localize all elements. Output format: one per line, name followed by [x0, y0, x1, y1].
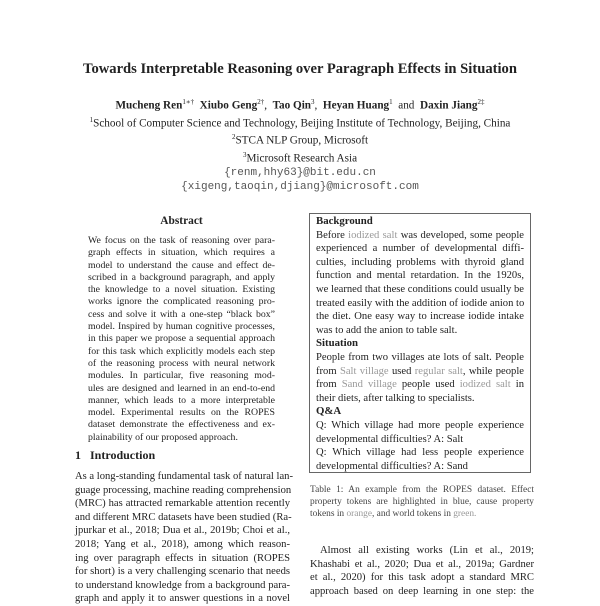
text-segment: , and world tokens in	[371, 509, 454, 520]
text-line	[316, 297, 524, 311]
author-sup: 2‡	[477, 98, 485, 106]
section-number: 1	[75, 448, 81, 462]
highlighted-token: iodized salt	[348, 229, 398, 241]
paper-title: Towards Interpretable Reasoning over Paragraph Effects in Situation	[83, 61, 517, 77]
text-line: model. Experimental results on the ROPES	[88, 407, 275, 419]
affiliation-sup: 3	[242, 151, 247, 160]
intro-body	[75, 470, 293, 606]
text-line: developmental difficulties? A: Salt	[316, 433, 464, 445]
author-sup: 3	[311, 98, 315, 106]
text-segment: people used	[396, 379, 460, 391]
text-line: model. Inspired by human cognitive processes,	[88, 321, 275, 333]
text-line	[316, 229, 524, 243]
author-name: Mucheng Ren	[115, 99, 183, 112]
affiliation	[0, 148, 600, 166]
text-line	[316, 351, 524, 365]
text-line	[310, 508, 534, 520]
text-segment: was to add the anion to table salt.	[316, 324, 458, 336]
affiliation	[0, 130, 600, 148]
text-line	[316, 310, 524, 324]
author-list: Mucheng Ren$^{1∗\dagger}$ Xiubo Geng$^{2\dagger}$, Tao Qin$^3$, Heyan Huang$^1$ and Daxin Jiang$^{2\ddagger}$	[115, 98, 485, 112]
text-line: graph effects in situation, which requires a	[88, 247, 275, 259]
text-line: model to understand the cause and effect de-	[88, 259, 275, 271]
text-line: developmental difficulties? A: Sand	[316, 460, 468, 472]
text-line: Almost all existing works (Lin et al., 2019;	[320, 545, 534, 556]
text-line: guage processing, machine reading comprehension	[75, 484, 292, 496]
situation-text	[316, 351, 524, 405]
affiliation-text: Microsoft Research Asia	[246, 152, 358, 165]
text-line: Q: Which village had more people experience	[316, 419, 524, 431]
text-line: to understand knowledge from a background para-	[75, 579, 290, 591]
text-segment: from	[316, 379, 342, 391]
abstract-body	[88, 235, 275, 444]
email: {renm,hhy63}@bit.edu.cn	[224, 166, 376, 179]
affiliation-text: STCA NLP Group, Microsoft	[235, 135, 369, 148]
affiliation-sup: 2	[231, 133, 236, 142]
background-text	[316, 229, 524, 338]
qa-heading: Q&A	[316, 405, 342, 418]
affiliation-sup: 1	[89, 115, 94, 124]
text-line: plainability of our proposed approach.	[88, 431, 238, 443]
text-segment: property tokens are highlighted in blue, cause property	[310, 497, 534, 508]
text-line: Q: Which village had less people experience	[316, 447, 524, 459]
text-segment: tokens in	[310, 509, 347, 520]
text-segment: was developed, some people	[397, 229, 524, 241]
author-sup: 2†	[257, 98, 265, 106]
text-line: for this task which explicitly models each step	[88, 345, 275, 357]
text-line: for short) is a very challenging scenario that needs	[75, 566, 290, 578]
text-segment: in	[510, 379, 525, 391]
highlighted-token: regular salt	[414, 365, 463, 377]
text-line: As a long-standing fundamental task of natural lan-	[75, 471, 293, 482]
text-segment: treated easily with the addition of iodide anion to	[316, 297, 525, 309]
text-line	[316, 256, 524, 270]
text-line: jpurkar et al., 2018; Dua et al., 2019b; Choi et al.,	[75, 525, 290, 537]
text-line	[316, 365, 524, 379]
affiliation-text: School of Computer Science and Technology, Beijing Institute of Technology, Beijing, China	[93, 117, 511, 130]
text-line	[310, 496, 534, 508]
text-line: and different MRC datasets have been studied (Ra-	[75, 511, 292, 523]
author-name: Heyan Huang	[322, 99, 390, 112]
affiliation	[0, 113, 600, 131]
text-line	[316, 378, 524, 392]
text-segment: function and mental retardation. In the 1920s,	[316, 270, 524, 282]
author-sup: 1∗†	[182, 98, 195, 106]
highlighted-token: green.	[453, 509, 477, 520]
text-line: 2018; Yang et al., 2018), among which reason-	[75, 538, 290, 550]
author-name: Daxin Jiang	[419, 99, 478, 112]
author-block	[0, 95, 600, 194]
text-line: scribed in a background paragraph, and apply	[88, 271, 275, 283]
abstract-heading: Abstract	[160, 215, 203, 227]
email: {xigeng,taoqin,djiang}@microsoft.com	[181, 180, 419, 193]
body-text-right	[310, 544, 534, 598]
table-caption	[310, 484, 534, 521]
text-line: in this paper we propose a sequential approach	[88, 333, 275, 345]
author-name: Tao Qin	[272, 99, 312, 112]
text-line: Khashabi et al., 2020; Dua et al., 2019a; Gardner	[310, 558, 534, 570]
highlighted-token: orange	[346, 509, 372, 520]
text-line: the knowledge to a novel situation. Existing	[88, 284, 275, 296]
and-word: and	[398, 99, 415, 112]
text-line: approach based on deep learning in one step: the	[310, 585, 534, 597]
text-line	[316, 324, 524, 338]
text-line	[316, 269, 524, 283]
text-line: dataset demonstrate the effectiveness and ex-	[88, 419, 275, 431]
section-title: Introduction	[90, 448, 156, 462]
text-line: et al., 2020) for this task adopt a standard MRC	[310, 572, 534, 584]
text-line: manner, which leads to a more interpretable	[88, 394, 275, 406]
author-name: Xiubo Geng	[199, 99, 258, 112]
text-segment: experienced a number of developmental diffi-	[316, 243, 524, 255]
text-line: ules are designed and learned in an end-to-end	[88, 382, 275, 394]
qa-text	[316, 419, 524, 473]
author-sup: 1	[389, 98, 393, 106]
text-segment: from	[316, 365, 340, 377]
text-line: We focus on the task of reasoning over para-	[88, 235, 275, 246]
text-segment: used	[388, 365, 415, 377]
text-segment: Table 1: An example from the ROPES dataset. Effect	[310, 485, 534, 495]
text-line: works ignore the complicated reasoning pro-	[88, 296, 275, 308]
text-line: modules. In particular, five reasoning mod-	[88, 370, 275, 382]
text-line	[316, 283, 524, 297]
situation-heading: Situation	[316, 337, 359, 350]
highlighted-token: Sand village	[341, 379, 397, 391]
text-line: (MRC) has attracted remarkable attention recently	[75, 498, 290, 510]
text-line: cess and solve it with a one-step “black box”	[88, 308, 275, 320]
text-line	[310, 484, 534, 496]
example-table	[309, 213, 531, 473]
intro-heading	[75, 448, 155, 463]
text-segment: People from two villages ate lots of salt. People	[316, 351, 524, 363]
text-segment: their diets, after talking to specialists.	[316, 392, 475, 404]
text-segment: the diet. One easy way to increase iodide intake	[316, 311, 524, 323]
text-line	[316, 242, 524, 256]
text-line	[316, 392, 524, 406]
background-heading: Background	[316, 215, 373, 227]
highlighted-token: iodized salt	[459, 379, 511, 391]
text-segment: Before	[316, 229, 349, 241]
text-segment: culties, including problems with thyroid gland	[316, 256, 524, 268]
text-line: graph and apply it to answer questions in a novel	[75, 593, 290, 605]
text-segment: we learned that these conditions could usually be	[316, 283, 524, 295]
text-segment: , while people	[462, 365, 524, 377]
highlighted-token: Salt village	[339, 365, 389, 377]
text-line: ing over paragraph effects in situation (ROPES	[75, 552, 290, 564]
text-line: of the reasoning process with neural network	[88, 357, 275, 369]
